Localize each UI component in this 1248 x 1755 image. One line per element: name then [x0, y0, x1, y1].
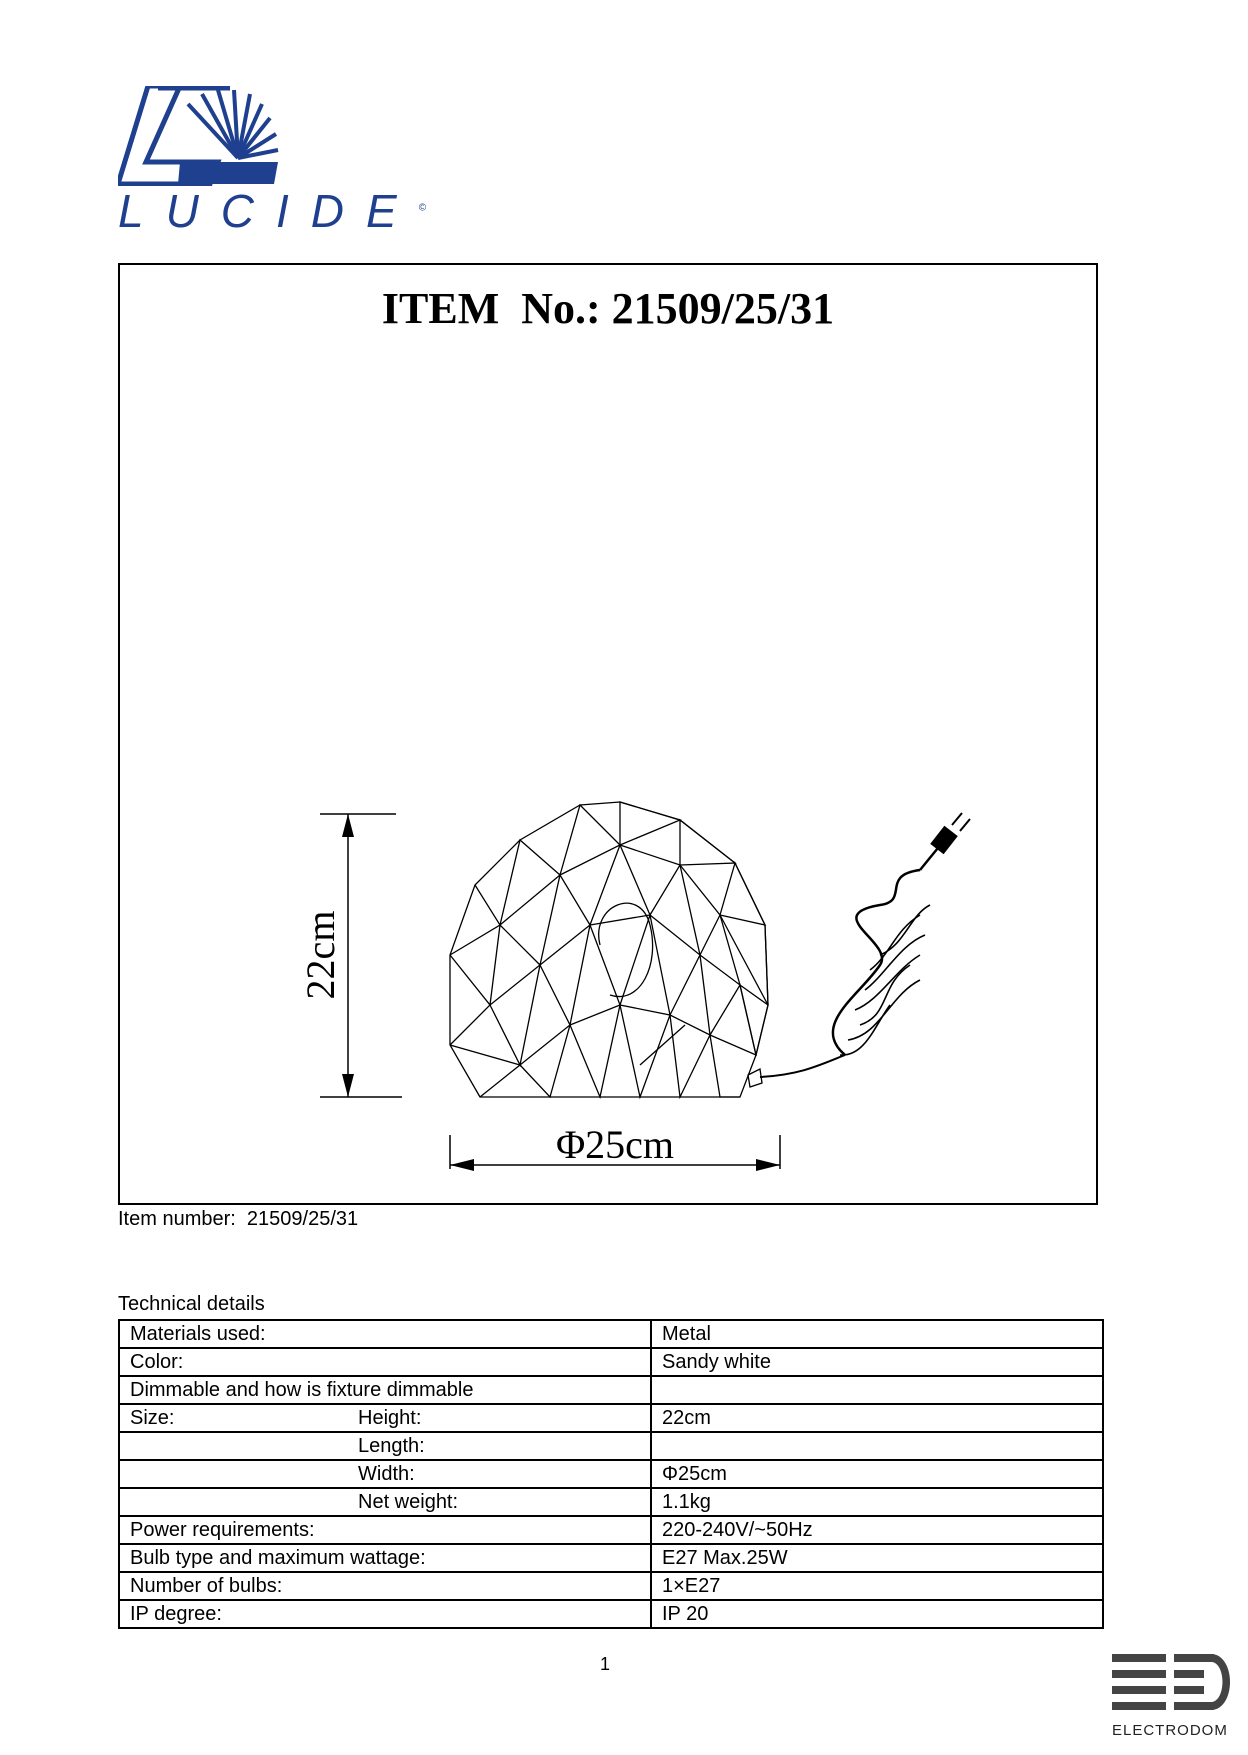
item-title: ITEM No.: 21509/25/31 — [381, 284, 835, 333]
spec-value — [651, 1432, 1103, 1460]
spec-label-cell — [119, 1376, 651, 1404]
spec-label: Materials used: — [130, 1323, 266, 1345]
spec-sublabel: Height: — [358, 1407, 422, 1429]
table-row — [119, 1320, 1103, 1348]
table-row — [119, 1348, 1103, 1376]
spec-label-cell — [119, 1488, 651, 1516]
table-row — [119, 1488, 1103, 1516]
spec-label-cell — [119, 1320, 651, 1348]
table-row — [119, 1600, 1103, 1628]
lamp-technical-drawing — [120, 265, 1096, 1203]
table-row — [119, 1432, 1103, 1460]
spec-value — [651, 1376, 1103, 1404]
table-row — [119, 1572, 1103, 1600]
spec-label: Power requirements: — [130, 1519, 315, 1541]
power-cord-icon — [760, 813, 970, 1077]
table-row — [119, 1404, 1103, 1432]
spec-value: 220-240V/~50Hz — [651, 1516, 1103, 1544]
spec-value: Φ25cm — [651, 1460, 1103, 1488]
diameter-label: Φ25cm — [555, 1122, 675, 1167]
table-row — [119, 1544, 1103, 1572]
spec-label: Bulb type and maximum wattage: — [130, 1547, 426, 1569]
brand-name: LUCIDE© — [118, 185, 427, 237]
spec-label: Number of bulbs: — [130, 1575, 283, 1597]
spec-value: IP 20 — [651, 1600, 1103, 1628]
technical-details-caption: Technical details — [118, 1293, 265, 1315]
spec-label-cell — [119, 1404, 651, 1432]
spec-value: 22cm — [651, 1404, 1103, 1432]
product-drawing-frame — [118, 263, 1098, 1205]
spec-value: E27 Max.25W — [651, 1544, 1103, 1572]
lucide-logo — [118, 86, 427, 238]
spec-label: Color: — [130, 1351, 184, 1373]
spec-label-cell — [119, 1544, 651, 1572]
lucide-logo-mark-icon — [118, 86, 298, 186]
spec-value: 1×E27 — [651, 1572, 1103, 1600]
spec-label-cell — [119, 1516, 651, 1544]
technical-details-table — [118, 1319, 1104, 1629]
table-row — [119, 1376, 1103, 1404]
spec-value: Metal — [651, 1320, 1103, 1348]
spec-label: IP degree: — [130, 1603, 222, 1625]
spec-sublabel: Net weight: — [358, 1491, 459, 1513]
sphere-shade-icon — [450, 802, 768, 1097]
spec-label-cell — [119, 1572, 651, 1600]
spec-label-cell — [119, 1348, 651, 1376]
height-label: 22cm — [298, 910, 343, 1000]
spec-label-cell — [119, 1460, 651, 1488]
spec-value: Sandy white — [651, 1348, 1103, 1376]
spec-label-cell — [119, 1432, 651, 1460]
spec-sublabel: Length: — [358, 1435, 425, 1457]
electrodom-watermark: ELECTRODOM — [1112, 1722, 1228, 1739]
item-number: Item number: 21509/25/31 — [118, 1208, 359, 1230]
spec-label: Dimmable and how is fixture dimmable — [130, 1379, 474, 1401]
spec-label-cell — [119, 1600, 651, 1628]
spec-sublabel: Width: — [358, 1463, 415, 1485]
table-row — [119, 1516, 1103, 1544]
table-row — [119, 1460, 1103, 1488]
page-number: 1 — [600, 1654, 611, 1674]
spec-value: 1.1kg — [651, 1488, 1103, 1516]
spec-label: Size: — [130, 1407, 175, 1429]
